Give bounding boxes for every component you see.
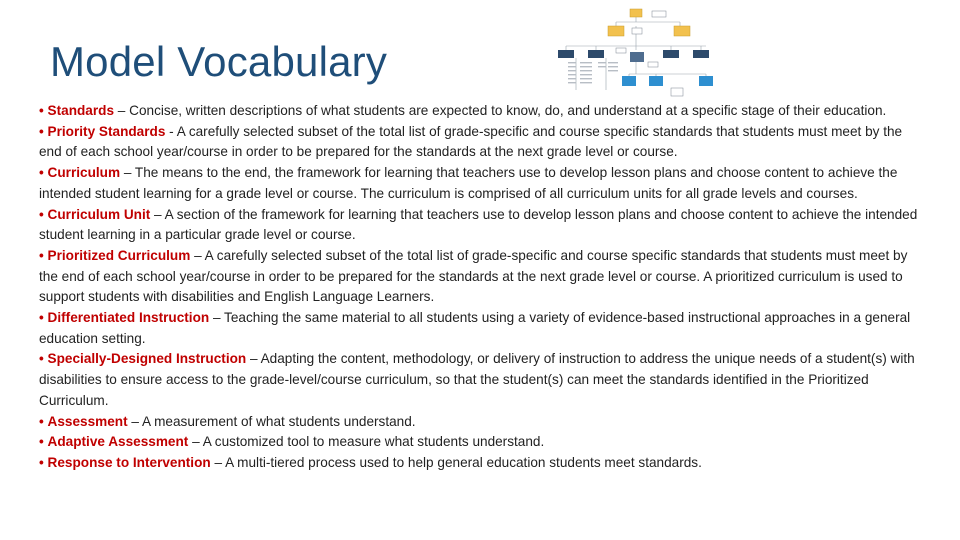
slide-title: Model Vocabulary [50, 38, 388, 85]
vocab-term: Prioritized Curriculum [47, 247, 191, 263]
vocab-item-differentiated-instruction [39, 308, 919, 349]
framework-diagram-thumbnail [556, 6, 716, 98]
vocab-item-priority-standards [39, 122, 919, 163]
vocab-term: Curriculum [47, 165, 121, 181]
vocab-term: Differentiated Instruction [47, 310, 210, 326]
bullet-icon: • [39, 351, 44, 367]
vocab-definition: – Teaching the same material to all students using a variety of evidence-based instructional approaches in a general education setting. [39, 310, 911, 346]
vocab-term: Curriculum Unit [47, 206, 151, 222]
bullet-icon: • [39, 123, 44, 139]
vocab-definition: – A measurement of what students understand. [127, 413, 416, 429]
vocab-definition: – A customized tool to measure what students understand. [188, 434, 545, 450]
vocab-term: Response to Intervention [47, 454, 211, 470]
bullet-icon: • [39, 413, 44, 429]
bullet-icon: • [39, 310, 44, 326]
vocab-item-response-to-intervention [39, 453, 919, 474]
vocab-item-standards [39, 101, 919, 122]
vocab-term: Priority Standards [47, 123, 166, 139]
vocab-item-curriculum [39, 163, 919, 204]
vocab-definition: – A multi-tiered process used to help general education students meet standards. [210, 454, 702, 470]
vocab-item-curriculum-unit [39, 205, 919, 246]
vocab-definition: - A carefully selected subset of the total list of grade-specific and course specific standards that students must meet by the end of each school year/course in order to be prepared for the standards at the next grade level or course. [39, 123, 903, 160]
bullet-icon: • [39, 247, 44, 263]
bullet-icon: • [39, 103, 44, 118]
vocab-item-adaptive-assessment [39, 432, 919, 453]
vocab-term: Adaptive Assessment [47, 434, 189, 450]
vocab-definition: – The means to the end, the framework for learning that teachers use to develop lesson plans and choose content to achieve the intended student learning for a grade level or course. The curriculum is comprised of all curriculum units for all grade levels and courses. [39, 165, 898, 201]
bullet-icon: • [39, 206, 44, 222]
vocab-term: Assessment [47, 413, 128, 429]
vocab-definition: – Concise, written descriptions of what students are expected to know, do, and understand at a specific stage of their education. [114, 103, 887, 118]
bullet-icon: • [39, 434, 44, 450]
vocab-item-assessment [39, 412, 919, 433]
vocab-term: Specially-Designed Instruction [47, 351, 247, 367]
vocabulary-list [39, 101, 919, 474]
vocab-term: Standards [47, 103, 115, 118]
vocab-definition: – A section of the framework for learning that teachers use to develop lesson plans and choose content to achieve the intended student learning in a particular grade level or course. [39, 206, 918, 243]
bullet-icon: • [39, 454, 44, 470]
bullet-icon: • [39, 165, 44, 181]
vocab-definition: – A carefully selected subset of the total list of grade-specific and course specific standards that students must meet by the end of each school year/course in order to be prepared for the standards at the next grade level or course. A prioritized curriculum is used to support students with disabilities and English Language Learners. [39, 247, 908, 305]
vocab-definition: – Adapting the content, methodology, or delivery of instruction to address the unique needs of a student(s) with disabilities to ensure access to the grade-level/course curriculum, so that the student(s) can meet the standards identified in the Prioritized Curriculum. [39, 351, 915, 408]
vocab-item-prioritized-curriculum [39, 246, 919, 308]
vocab-item-specially-designed-instruction [39, 349, 919, 411]
